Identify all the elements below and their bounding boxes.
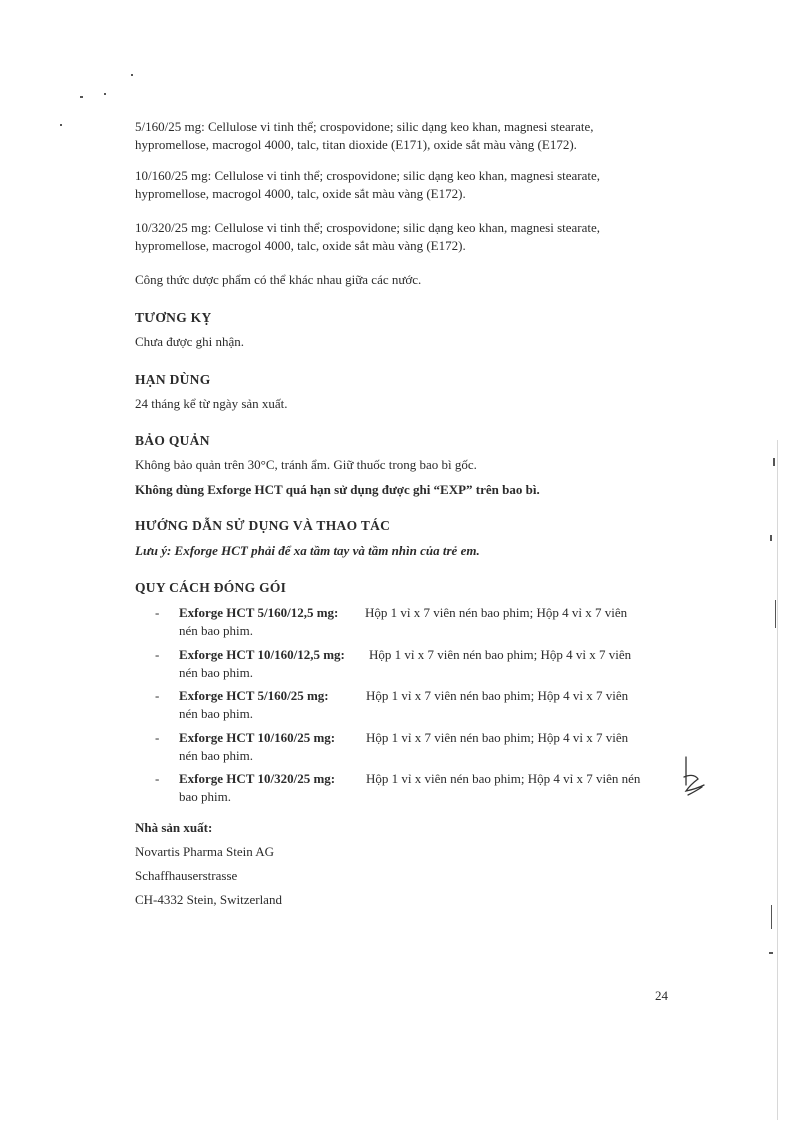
storage-heading: BẢO QUẢN [135, 433, 210, 448]
composition-10-160-25 [135, 167, 680, 203]
scan-mark [770, 535, 772, 541]
manufacturer-city: CH-4332 Stein, Switzerland [135, 892, 282, 907]
incompatibility-text: Chưa được ghi nhận. [135, 334, 245, 349]
packaging-item-name: Exforge HCT 10/160/12,5 mg: [179, 647, 345, 662]
scan-speck [104, 93, 106, 95]
packaging-item-desc: Hộp 1 vỉ x 7 viên nén bao phim; Hộp 4 vỉ x 7 viên [366, 730, 629, 745]
shelf-life-heading: HẠN DÙNG [135, 372, 211, 387]
packaging-item-desc: Hộp 1 vỉ x 7 viên nén bao phim; Hộp 4 vỉ x 7 viên [365, 605, 628, 620]
list-dash: - [155, 771, 160, 786]
list-dash: - [155, 605, 160, 620]
packaging-item-desc-cont: nén bao phim. [179, 665, 254, 680]
scan-mark [771, 905, 772, 929]
composition-10-320-25 [135, 219, 680, 255]
packaging-item-desc: Hộp 1 vỉ x viên nén bao phim; Hộp 4 vỉ x 7 viên nén [366, 771, 641, 786]
composition-text: Cellulose vi tinh thể; crospovidone; silic dạng keo khan, magnesi stearate, [204, 119, 594, 134]
packaging-item-desc: Hộp 1 vỉ x 7 viên nén bao phim; Hộp 4 vỉ x 7 viên [369, 647, 632, 662]
list-dash: - [155, 688, 160, 703]
packaging-item-name: Exforge HCT 10/160/25 mg: [179, 730, 336, 745]
composition-text-line2: hypromellose, macrogol 4000, talc, oxide sắt màu vàng (E172). [135, 186, 466, 201]
packaging-item-name: Exforge HCT 5/160/12,5 mg: [179, 605, 339, 620]
packaging-heading: QUY CÁCH ĐÓNG GÓI [135, 580, 287, 595]
manufacturer-label: Nhà sản xuất: [135, 820, 213, 835]
scan-edge-line [777, 440, 778, 1120]
scan-mark [773, 458, 775, 466]
formula-note: Công thức dược phẩm có thể khác nhau giữa các nước. [135, 272, 422, 287]
page-number: 24 [655, 988, 668, 1003]
manufacturer-name: Novartis Pharma Stein AG [135, 844, 275, 859]
packaging-item-desc: Hộp 1 vỉ x 7 viên nén bao phim; Hộp 4 vỉ x 7 viên [366, 688, 629, 703]
packaging-item-desc-cont: nén bao phim. [179, 748, 254, 763]
packaging-item-desc-cont: nén bao phim. [179, 623, 254, 638]
instructions-heading: HƯỚNG DẪN SỬ DỤNG VÀ THAO TÁC [135, 518, 391, 533]
storage-text: Không bảo quản trên 30°C, tránh ẩm. Giữ thuốc trong bao bì gốc. [135, 457, 477, 472]
scan-speck [60, 124, 62, 126]
composition-text-line2: hypromellose, macrogol 4000, talc, oxide sắt màu vàng (E172). [135, 238, 466, 253]
packaging-item-desc-cont: bao phim. [179, 789, 231, 804]
manufacturer-street: Schaffhauserstrasse [135, 868, 238, 883]
instructions-note: Lưu ý: Exforge HCT phải để xa tầm tay và tầm nhìn của trẻ em. [135, 543, 480, 558]
composition-text: Cellulose vi tinh thể; crospovidone; silic dạng keo khan, magnesi stearate, [211, 220, 601, 235]
scan-mark [769, 952, 773, 954]
scan-speck [80, 96, 83, 98]
scan-mark [775, 600, 776, 628]
scan-speck [131, 74, 133, 76]
composition-strength: 10/320/25 mg: [135, 220, 212, 235]
shelf-life-text: 24 tháng kể từ ngày sản xuất. [135, 396, 288, 411]
handwritten-initial [680, 755, 708, 803]
storage-warning: Không dùng Exforge HCT quá hạn sử dụng được ghi “EXP” trên bao bì. [135, 482, 540, 497]
composition-strength: 10/160/25 mg: [135, 168, 212, 183]
packaging-item-name: Exforge HCT 10/320/25 mg: [179, 771, 336, 786]
packaging-item-desc-cont: nén bao phim. [179, 706, 254, 721]
composition-text-line2: hypromellose, macrogol 4000, talc, titan dioxide (E171), oxide sắt màu vàng (E172). [135, 137, 577, 152]
composition-text: Cellulose vi tinh thể; crospovidone; silic dạng keo khan, magnesi stearate, [211, 168, 601, 183]
incompatibility-heading: TƯƠNG KỴ [135, 310, 212, 325]
list-dash: - [155, 647, 160, 662]
composition-strength: 5/160/25 mg: [135, 119, 205, 134]
composition-5-160-25 [135, 118, 680, 154]
list-dash: - [155, 730, 160, 745]
packaging-item-name: Exforge HCT 5/160/25 mg: [179, 688, 329, 703]
